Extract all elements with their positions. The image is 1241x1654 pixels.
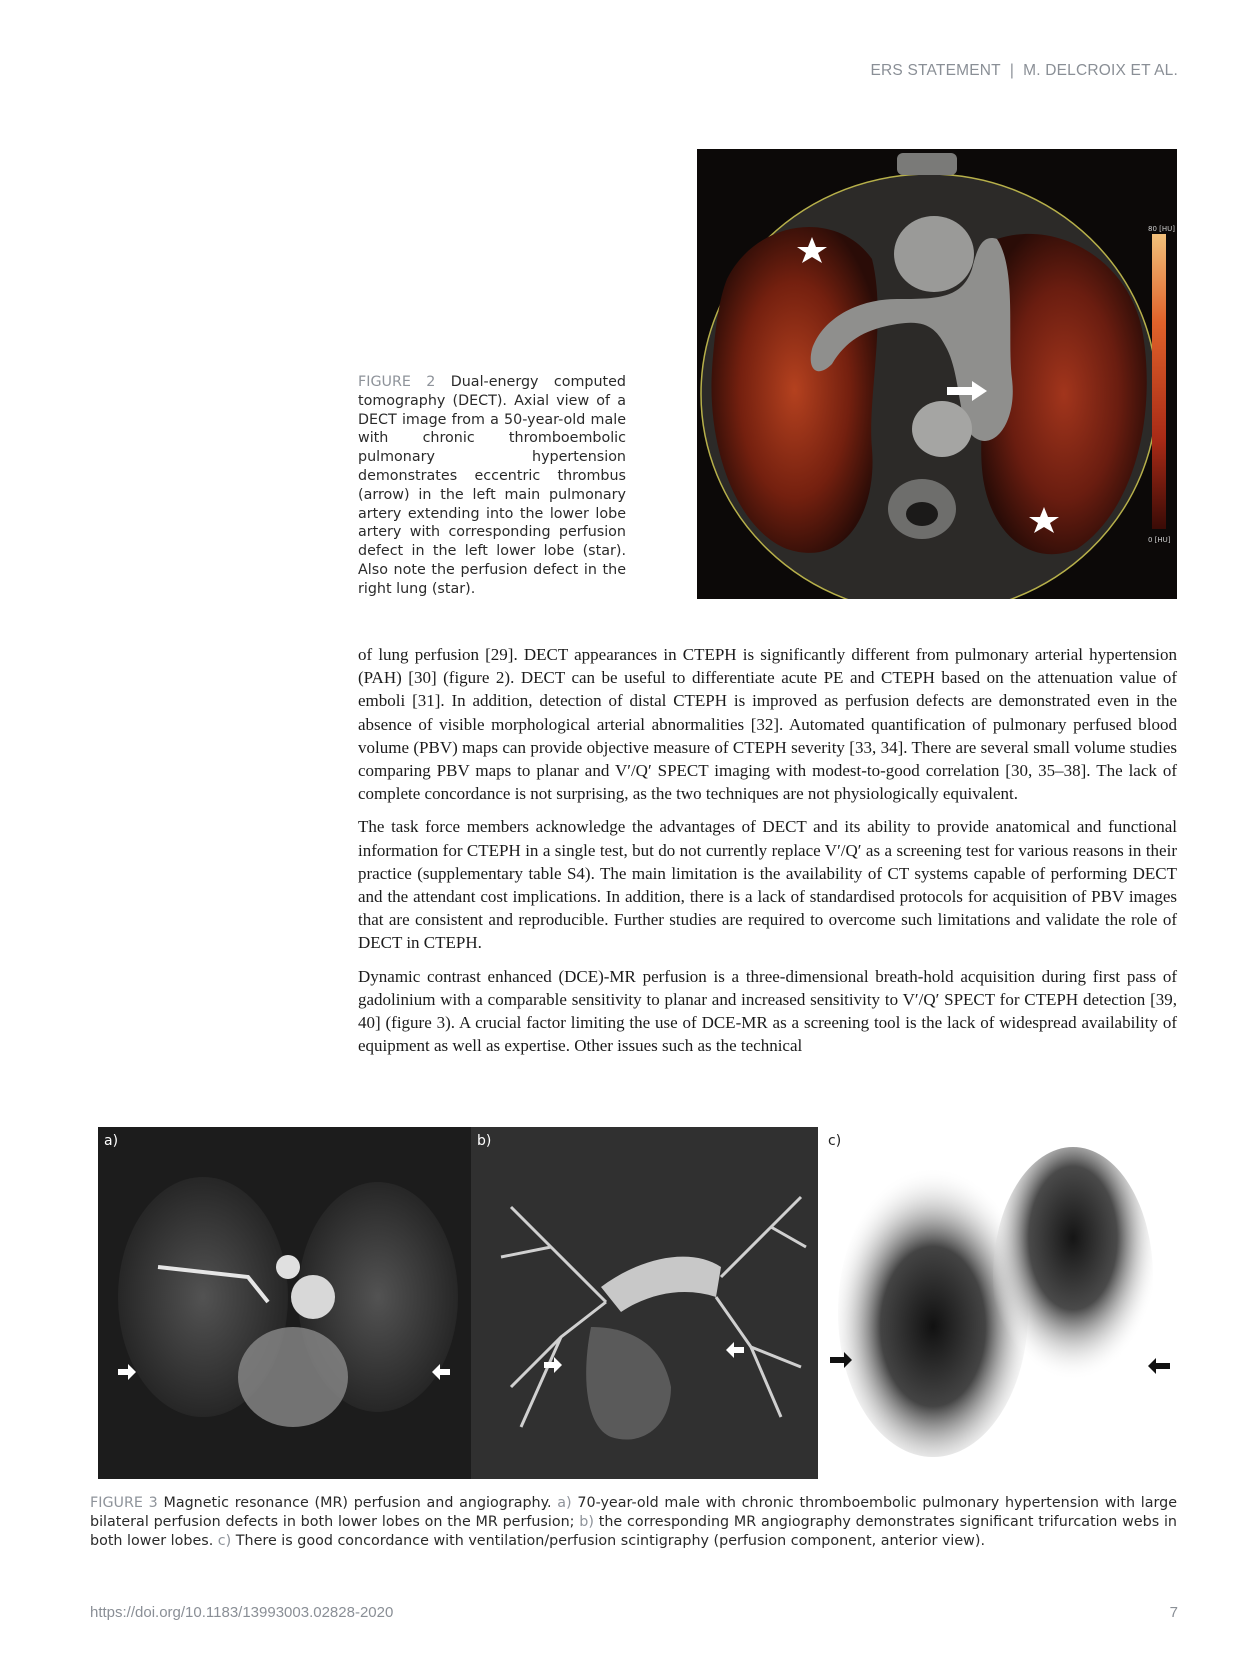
scint-left-lung <box>993 1147 1153 1407</box>
figure-3-caption-intro: Magnetic resonance (MR) perfusion and angiography. <box>163 1495 552 1511</box>
page-number: 7 <box>1169 1604 1178 1621</box>
paragraph-2: The task force members acknowledge the advantages of DECT and its ability to provide anatomical and functional information for CTEPH in a single test, but do not currently replace V′/Q′ as a screening test for various reasons in their practice (supplementary table S4). The main limitation is the availability of CT systems capable of performing DECT and the attendant cost implications. In addition, there is a lack of standardised protocols for acquisition of PBV images that are consistent and reproducible. Further studies are required to overcome such limitations and validate the role of DECT in CTEPH. <box>358 817 1177 953</box>
mr-angiography-illustration <box>471 1127 818 1479</box>
ct-illustration <box>697 149 1177 599</box>
paragraph-3: Dynamic contrast enhanced (DCE)-MR perfusion is a three-dimensional breath-hold acquisition during first pass of gadolinium with a comparable sensitivity to planar and increased sensitivity to V′/Q′ SPECT for CTEPH detection [39, 40] (figure 3). A crucial factor limiting the use of DCE-MR as a screening tool is the lack of widespread availability of equipment as well as expertise. Other issues such as the technical <box>358 966 1177 1056</box>
running-header <box>871 62 1179 80</box>
panel-a-label: a) <box>104 1133 119 1149</box>
header-title: ERS STATEMENT <box>870 62 1001 79</box>
paragraph-1: of lung perfusion [29]. DECT appearances in CTEPH is significantly different from pulmonary arterial hypertension (PAH) [30] (figure 2). DECT can be useful to differentiate acute PE and CTEPH based on the attenuation value of emboli [31]. In addition, detection of distal CTEPH is improved as perfusion defects are demonstrated even in the absence of visible morphological arterial abnormalities [32]. Automated quantification of pulmonary perfused blood volume (PBV) maps can provide objective measure of CTEPH severity [33, 34]. There are several small volume studies comparing PBV maps to planar and V′/Q′ SPECT imaging with modest-to-good correlation [30, 35–38]. The lack of complete concordance is not surprising, as the two techniques are not physiologically equivalent. <box>358 645 1177 804</box>
figure-3-sub-a: a) <box>557 1495 572 1511</box>
figure-3-caption-a: 70-year-old male with chronic thromboembolic pulmonary hypertension with large bilateral perfusion defects in both lower lobes on the MR perfusion; <box>90 1495 1177 1530</box>
mr-perfusion-illustration <box>98 1127 471 1479</box>
figure-3 <box>98 1127 1182 1479</box>
panel-c-label: c) <box>828 1133 842 1149</box>
figure-3-sub-c: c) <box>217 1533 232 1549</box>
ct-sternum <box>897 153 957 175</box>
ct-color-scale <box>1152 234 1166 529</box>
figure-3-caption-c: There is good concordance with ventilation/perfusion scintigraphy (perfusion component, anterior view). <box>235 1533 986 1549</box>
ct-spinal-canal <box>906 502 938 526</box>
figure-3-caption-b: the corresponding MR angiography demonstrates significant trifurcation webs in both lower lobes. <box>90 1514 1177 1549</box>
figure-2-caption-text: Dual-energy computed tomography (DECT). Axial view of a DECT image from a 50-year-old male with chronic thromboembolic pulmonary hypertension demonstrates eccentric thrombus (arrow) in the left main pulmonary artery extending into the lower lobe artery with corresponding perfusion defect in the left lower lobe (star). Also note the perfusion defect in the right lung (star). <box>358 374 626 597</box>
mr-aorta <box>291 1275 335 1319</box>
ct-scale-top-label: 80 [HU] <box>1148 225 1175 233</box>
ct-descending-aorta <box>912 401 972 457</box>
body-text <box>358 643 1177 1067</box>
doi-link[interactable]: https://doi.org/10.1183/13993003.02828-2020 <box>90 1604 394 1621</box>
figure-2-caption <box>358 373 626 599</box>
header-authors: M. DELCROIX ET AL. <box>1023 62 1178 79</box>
figure-3-panel-c <box>818 1127 1182 1479</box>
figure-3-caption <box>90 1494 1177 1551</box>
mr-heart <box>238 1327 348 1427</box>
figure-3-label: FIGURE 3 <box>90 1495 158 1511</box>
header-separator: | <box>1009 62 1015 79</box>
figure-3-panel-b <box>471 1127 818 1479</box>
mr-vessel <box>276 1255 300 1279</box>
figure-3-panel-a <box>98 1127 471 1479</box>
figure-2-label: FIGURE 2 <box>358 374 436 390</box>
ct-scale-bottom-label: 0 [HU] <box>1148 536 1171 544</box>
ct-aorta <box>894 216 974 292</box>
panel-b-label: b) <box>477 1133 492 1149</box>
figure-3-sub-b: b) <box>579 1514 594 1530</box>
scintigraphy-illustration <box>818 1127 1182 1479</box>
figure-2-ct-image <box>697 149 1177 599</box>
